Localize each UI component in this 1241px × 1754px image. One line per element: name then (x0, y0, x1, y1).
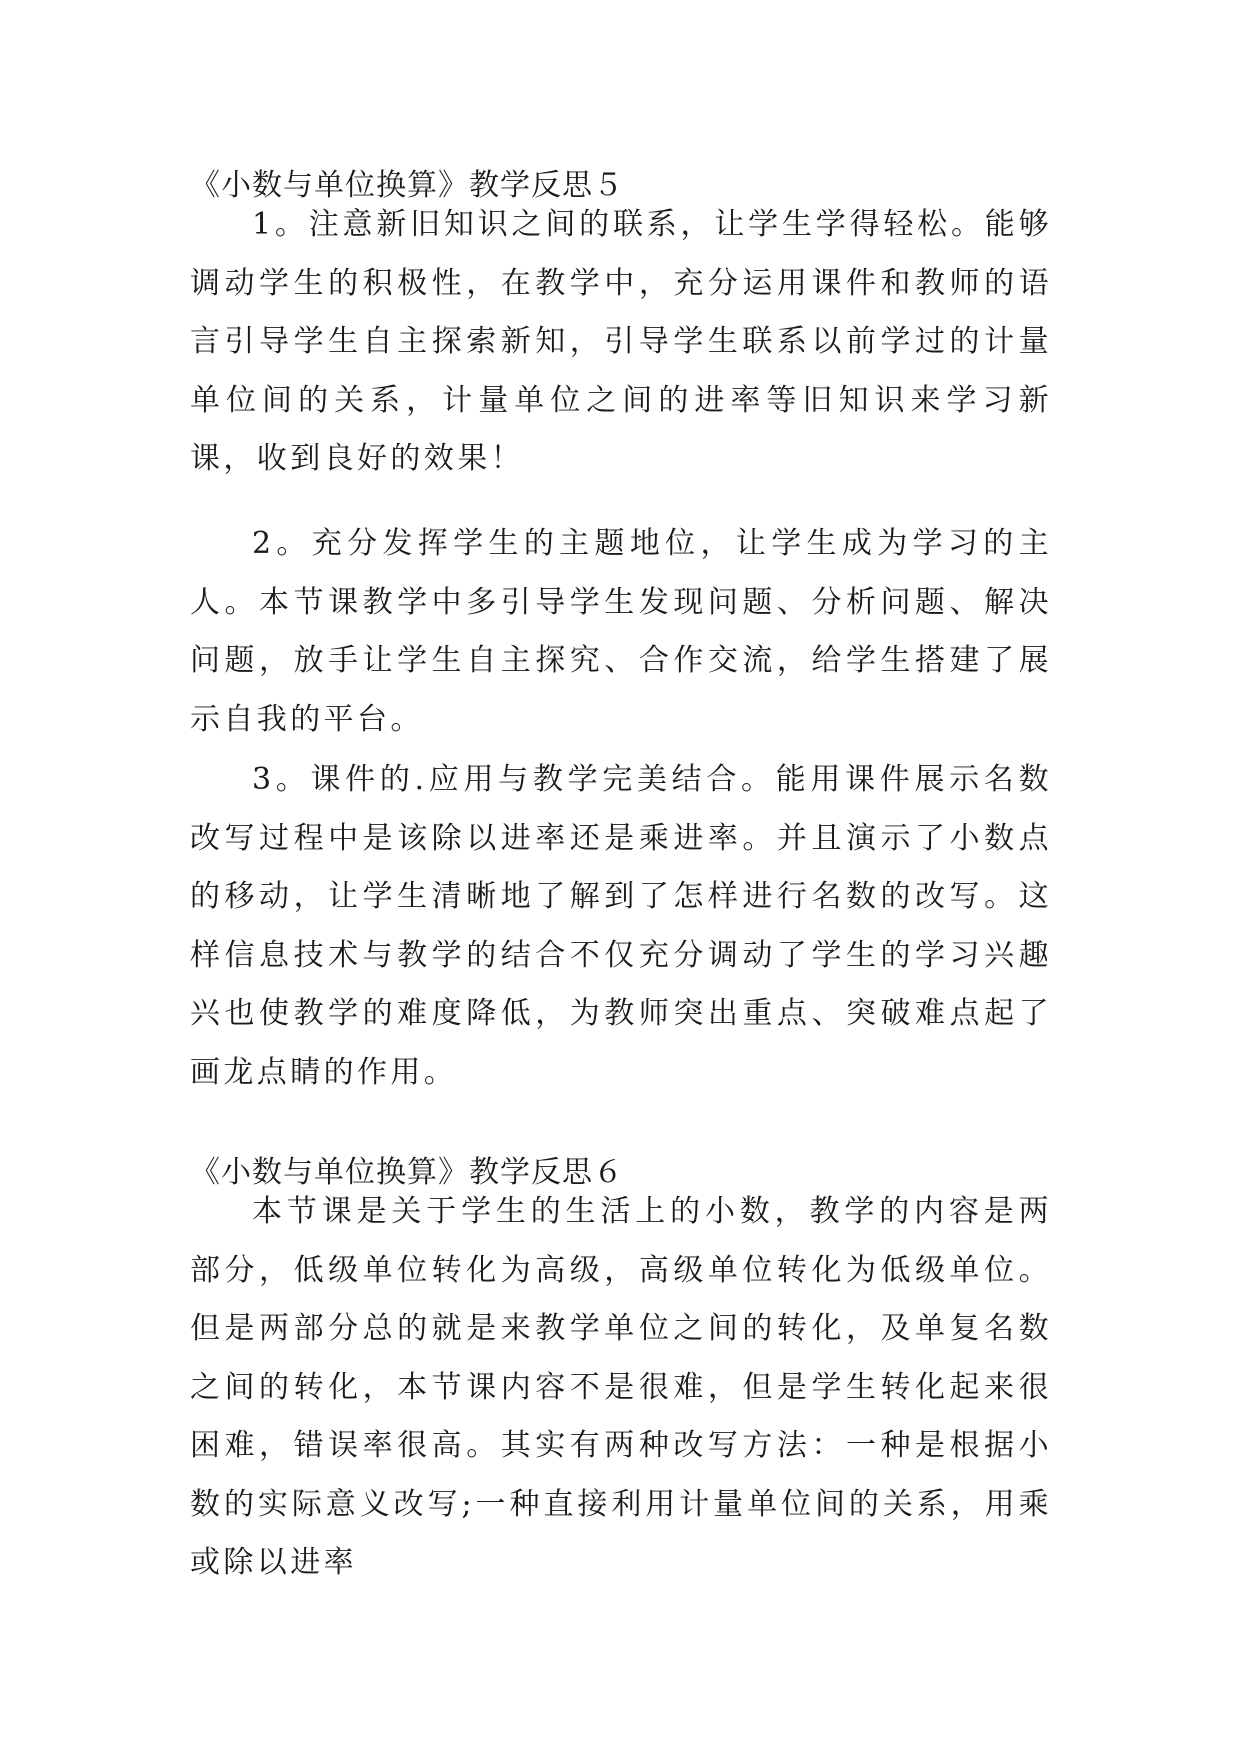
paragraph: 本节课是关于学生的生活上的小数，教学的内容是两部分，低级单位转化为高级，高级单位转化为低级单位。但是两部分总的就是来教学单位之间的转化，及单复名数之间的转化，本节课内容不是很难，但是学生转化起来很困难，错误率很高。其实有两种改写方法：一种是根据小数的实际意义改写;一种直接利用计量单位间的关系，用乘或除以进率 (190, 1194, 1052, 1580)
paragraph: 2。充分发挥学生的主题地位，让学生成为学习的主人。本节课教学中多引导学生发现问题、分析问题、解决问题，放手让学生自主探究、合作交流，给学生搭建了展示自我的平台。 (190, 526, 1052, 737)
paragraph: 3。课件的.应用与教学完美结合。能用课件展示名数改写过程中是该除以进率还是乘进率。并且演示了小数点的移动，让学生清晰地了解到了怎样进行名数的改写。这样信息技术与教学的结合不仅充分调动了学生的学习兴趣兴也使教学的难度降低，为教师突出重点、突破难点起了画龙点睛的作用。 (190, 762, 1052, 1090)
paragraph: 1。注意新旧知识之间的联系，让学生学得轻松。能够调动学生的积极性，在教学中，充分运用课件和教师的语言引导学生自主探索新知，引导学生联系以前学过的计量单位间的关系，计量单位之间的进率等旧知识来学习新课，收到良好的效果！ (190, 207, 1052, 476)
section-title: 《小数与单位换算》教学反思６ (190, 1155, 624, 1190)
section-title: 《小数与单位换算》教学反思５ (190, 168, 624, 203)
